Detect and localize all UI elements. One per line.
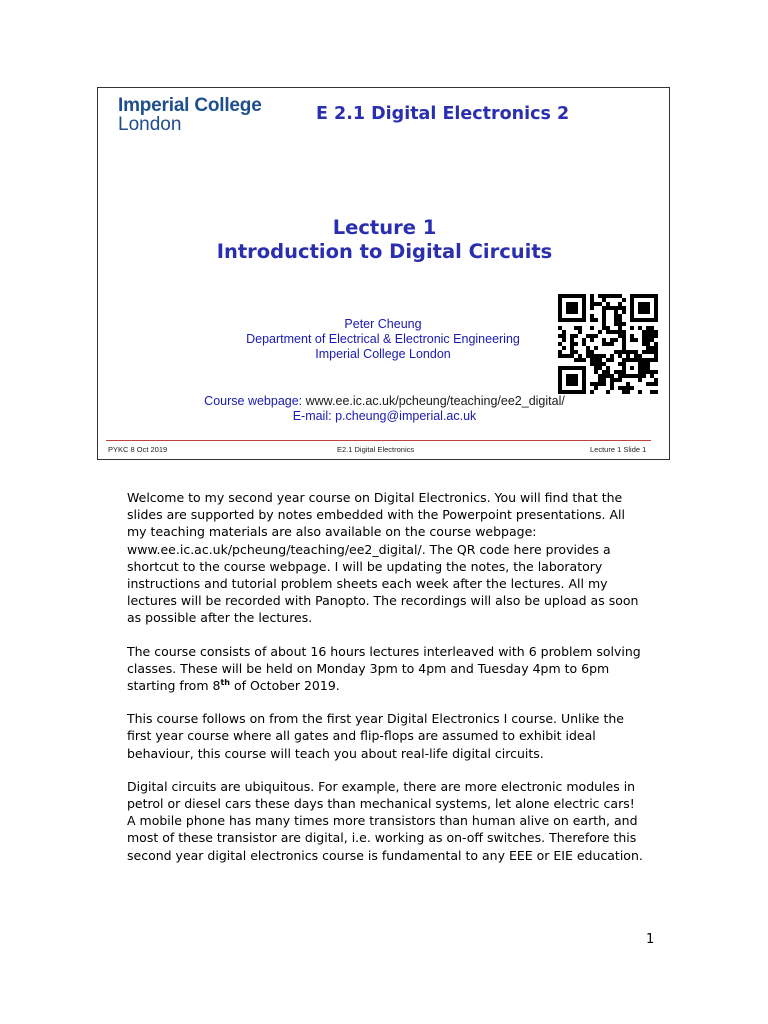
logo-line2: London xyxy=(118,114,182,135)
contact-block xyxy=(98,394,671,424)
slide-thumbnail xyxy=(97,87,670,460)
footer-right: Lecture 1 Slide 1 xyxy=(590,445,647,454)
lecture-topic: Introduction to Digital Circuits xyxy=(216,240,553,263)
author-institution: Imperial College London xyxy=(315,347,451,361)
lecture-title xyxy=(98,216,671,264)
email-value[interactable]: p.cheung@imperial.ac.uk xyxy=(335,409,477,423)
course-webpage-line xyxy=(98,394,671,409)
qr-code-icon xyxy=(558,294,658,394)
notes-paragraph-1: Welcome to my second year course on Digital Electronics. You will find that the slides are supported by notes embedded with the Powerpoint presentations. All my teaching materials are also available on the course webpage: www.ee.ic.ac.uk/pcheung/teaching/ee2_digital/. The QR code here provides a shortcut to the course webpage. I will be updating the notes, the laboratory instructions and tutorial problem sheets each week after the lectures. All my lectures will be recorded with Panopto. The recordings will also be upload as soon as possible after the lectures. xyxy=(127,490,639,626)
footer-divider xyxy=(106,440,651,441)
notes-p2-superscript: th xyxy=(220,677,230,687)
notes-paragraph-2 xyxy=(127,643,647,695)
webpage-label: Course webpage: xyxy=(204,394,306,408)
logo-line1: Imperial College xyxy=(118,95,262,116)
notes-p2-end: of October 2019. xyxy=(229,678,340,694)
course-title: E 2.1 Digital Electronics 2 xyxy=(316,104,570,124)
footer-center: E2.1 Digital Electronics xyxy=(337,445,415,454)
email-line xyxy=(98,409,671,424)
notes-paragraph-4: Digital circuits are ubiquitous. For example, there are more electronic modules in petrol or diesel cars these days than mechanical systems, let alone electric cars! A mobile phone has many times more transistors than human alive on earth, and most of these transistor are digital, i.e. working as on-off switches. Therefore this second year digital electronics course is fundamental to any EEE or EIE education. xyxy=(127,778,643,863)
email-label: E-mail: xyxy=(292,409,336,423)
lecture-number: Lecture 1 xyxy=(332,216,437,239)
imperial-college-logo xyxy=(118,96,262,134)
notes-p2-text: The course consists of about 16 hours lectures interleaved with 6 problem solving classes. These will be held on Monday 3pm to 4pm and Tuesday 4pm to 6pm starting from 8 xyxy=(127,643,641,694)
author-department: Department of Electrical & Electronic Engineering xyxy=(246,332,520,346)
footer-left: PYKC 8 Oct 2019 xyxy=(108,445,168,454)
speaker-notes xyxy=(127,489,647,880)
webpage-url[interactable]: www.ee.ic.ac.uk/pcheung/teaching/ee2_digital/ xyxy=(305,394,565,408)
author-name: Peter Cheung xyxy=(344,317,422,331)
notes-paragraph-3: This course follows on from the first year Digital Electronics I course. Unlike the first year course where all gates and flip-flops are assumed to exhibit ideal behaviour, this course will teach you about real-life digital circuits. xyxy=(127,711,624,761)
page-number: 1 xyxy=(646,932,655,947)
